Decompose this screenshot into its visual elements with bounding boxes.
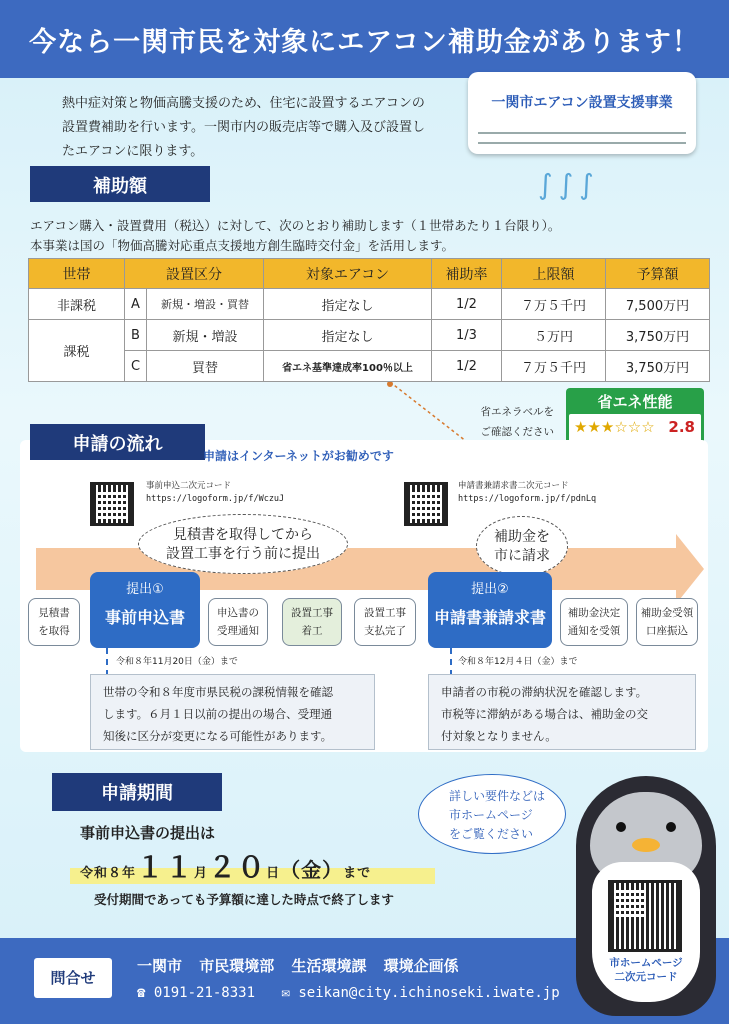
step-line: 補助金決定	[567, 607, 621, 619]
table-cell: 1/2	[432, 351, 502, 382]
eco-title: 省エネ性能	[597, 393, 673, 411]
table-header: 世帯	[29, 259, 125, 289]
step-line: 設置工事	[364, 607, 406, 619]
table-cell: 買替	[147, 351, 264, 382]
step-line: 見積書	[38, 607, 70, 619]
section-heading-period: 申請期間	[52, 773, 222, 811]
desc-line: 本事業は国の「物価高騰対応重点支援地方創生臨時交付金」を活用します。	[30, 238, 455, 253]
desc-line: エアコン購入・設置費用（税込）に対して、次のとおり補助します（１世帯あたり１台限り）。	[30, 218, 561, 233]
table-header: 対象エアコン	[264, 259, 432, 289]
deadline-connector	[450, 648, 452, 676]
submit-step-1	[90, 572, 200, 648]
table-cell: C	[125, 351, 147, 382]
recommend-text: 申請はインターネットがお勧めです	[203, 449, 394, 463]
caption-line: 二次元コード	[614, 971, 678, 983]
email-address[interactable]: seikan@city.ichinoseki.iwate.jp	[298, 985, 560, 1001]
table-cell: 7,500万円	[606, 289, 710, 320]
step-line: 通知を受領	[567, 625, 621, 637]
table-cell: 省エネ基準達成率100％以上	[264, 351, 432, 382]
mail-icon: ✉	[281, 985, 290, 1001]
note-line: 市税等に滞納がある場合は、補助金の交	[441, 707, 648, 721]
eye-icon	[666, 822, 676, 832]
contact-line	[137, 985, 560, 1001]
period-day-unit: 日	[266, 866, 281, 881]
flow-step	[354, 598, 416, 646]
table-cell: 3,750万円	[606, 320, 710, 351]
table-header-row	[29, 259, 710, 289]
qr2-caption	[458, 480, 596, 506]
table-cell: 指定なし	[264, 320, 432, 351]
period-month-unit: 月	[194, 866, 209, 881]
note-box-1	[90, 674, 375, 750]
note-line: します。６月１日以前の提出の場合、受理通	[103, 707, 333, 721]
note-line: 付対象となりません。	[441, 729, 557, 743]
phone-number[interactable]: 0191-21-8331	[153, 985, 256, 1001]
eye-icon	[616, 822, 626, 832]
subsidy-table	[28, 258, 710, 382]
note-box-2	[428, 674, 696, 750]
step-tag: 提出②	[471, 582, 509, 597]
deadline-1: 令和８年11月20日（金）まで	[116, 657, 238, 667]
table-cell: ７万５千円	[502, 351, 606, 382]
flow-step	[282, 598, 342, 646]
table-header: 補助率	[432, 259, 502, 289]
intro-text	[62, 92, 442, 164]
info-line: をご覧ください	[449, 827, 534, 841]
table-cell: 1/3	[432, 320, 502, 351]
bubble-line: 補助金を	[494, 529, 550, 545]
intro-line: 設置費補助を行います。一関市内の販売店等で購入及び設置し	[62, 120, 425, 135]
note-line: 知後に区分が変更になる可能性があります。	[103, 729, 333, 743]
table-row	[29, 351, 710, 382]
flow-step	[560, 598, 628, 646]
table-row	[29, 320, 710, 351]
period-month: １１	[136, 851, 195, 884]
qr-caption-line: https://logoform.jp/f/WczuJ	[146, 494, 285, 504]
bubble-line: 見積書を取得してから	[173, 527, 313, 543]
table-cell: 新規・増設・買替	[147, 289, 264, 320]
step-line: 支払完了	[364, 625, 406, 637]
table-cell: 新規・増設	[147, 320, 264, 351]
note-line: 世帯の令和８年度市県民税の課税情報を確認	[103, 685, 333, 699]
period-lead: 事前申込書の提出は	[80, 824, 216, 842]
step-line: 申込書の	[217, 607, 259, 619]
table-cell: 指定なし	[264, 289, 432, 320]
section-heading-amount: 補助額	[30, 166, 210, 202]
star-rating-icon: ★★★☆☆☆	[574, 418, 655, 436]
info-line: 市ホームページ	[449, 808, 533, 822]
wind-icon: ∫∫∫	[538, 168, 600, 201]
flow-step	[28, 598, 80, 646]
flow-step	[636, 598, 698, 646]
phone-icon: ☎	[137, 985, 146, 1001]
qr-code-icon[interactable]	[404, 482, 448, 526]
qr-caption-line: https://logoform.jp/f/pdnLq	[458, 494, 597, 504]
qr-caption-line: 申請書兼請求書二次元コード	[458, 481, 569, 491]
bubble-line: 市に請求	[494, 548, 550, 564]
intro-line: たエアコンに限ります。	[62, 144, 204, 159]
qr-caption-line: 事前申込二次元コード	[146, 481, 232, 491]
period-made: まで	[343, 866, 372, 881]
table-header: 予算額	[606, 259, 710, 289]
contact-button[interactable]: 問合せ	[34, 958, 112, 998]
deadline-connector	[106, 648, 108, 676]
table-cell: A	[125, 289, 147, 320]
info-bubble	[418, 774, 566, 854]
callout-bubble	[476, 516, 568, 576]
step-line: 受理通知	[217, 625, 259, 637]
table-cell: ５万円	[502, 320, 606, 351]
period-day: ２０	[208, 851, 267, 884]
period-era: 令和８年	[80, 866, 137, 881]
step-tag: 提出①	[126, 582, 164, 597]
qr-code-icon[interactable]	[90, 482, 134, 526]
section-heading-flow: 申請の流れ	[30, 424, 205, 460]
step-line: 設置工事	[291, 607, 333, 619]
qr-code-icon[interactable]	[608, 880, 682, 952]
table-row	[29, 289, 710, 320]
step-line: 補助金受領	[640, 607, 694, 619]
step-name: 事前申込書	[104, 608, 185, 627]
eco-label-note	[470, 402, 554, 442]
eco-note-line: 省エネラベルを	[480, 406, 554, 418]
table-cell: 1/2	[432, 289, 502, 320]
note-line: 申請者の市税の滞納状況を確認します。	[441, 685, 648, 699]
page-title: 今なら一関市民を対象にエアコン補助金があります！	[29, 27, 700, 58]
table-cell: 3,750万円	[606, 351, 710, 382]
deadline-2: 令和８年12月４日（金）まで	[458, 657, 578, 667]
amount-description	[30, 216, 710, 256]
eco-score: 2.8	[668, 418, 695, 436]
flow-step	[208, 598, 268, 646]
callout-bubble	[138, 514, 348, 574]
step-line: 口座振込	[646, 625, 688, 637]
step-line: を取得	[38, 625, 70, 637]
table-header: 設置区分	[125, 259, 264, 289]
period-date	[80, 846, 371, 886]
table-header: 上限額	[502, 259, 606, 289]
step-line: 着工	[301, 625, 323, 637]
eco-note-line: ご確認ください	[480, 426, 554, 438]
table-cell: 非課税	[29, 289, 125, 320]
penguin-caption	[592, 956, 700, 984]
info-line: 詳しい要件などは	[449, 789, 546, 803]
table-cell: ７万５千円	[502, 289, 606, 320]
contact-dept: 一関市 市民環境部 生活環境課 環境企画係	[137, 957, 459, 975]
period-dow: （金）	[280, 858, 344, 882]
step-name: 申請書兼請求書	[433, 608, 546, 627]
period-note: 受付期間であっても予算額に達した時点で終了します	[94, 892, 394, 907]
aircon-vent	[478, 132, 686, 144]
table-cell: 課税	[29, 320, 125, 382]
aircon-label: 一関市エアコン設置支援事業	[491, 95, 673, 111]
caption-line: 市ホームページ	[609, 957, 683, 969]
table-cell: B	[125, 320, 147, 351]
bubble-line: 設置工事を行う前に提出	[166, 546, 320, 562]
beak-icon	[632, 838, 660, 852]
submit-step-2	[428, 572, 552, 648]
flow-arrow-head	[676, 534, 704, 604]
qr1-caption	[146, 480, 284, 506]
intro-line: 熱中症対策と物価高騰支援のため、住宅に設置するエアコンの	[62, 96, 425, 111]
